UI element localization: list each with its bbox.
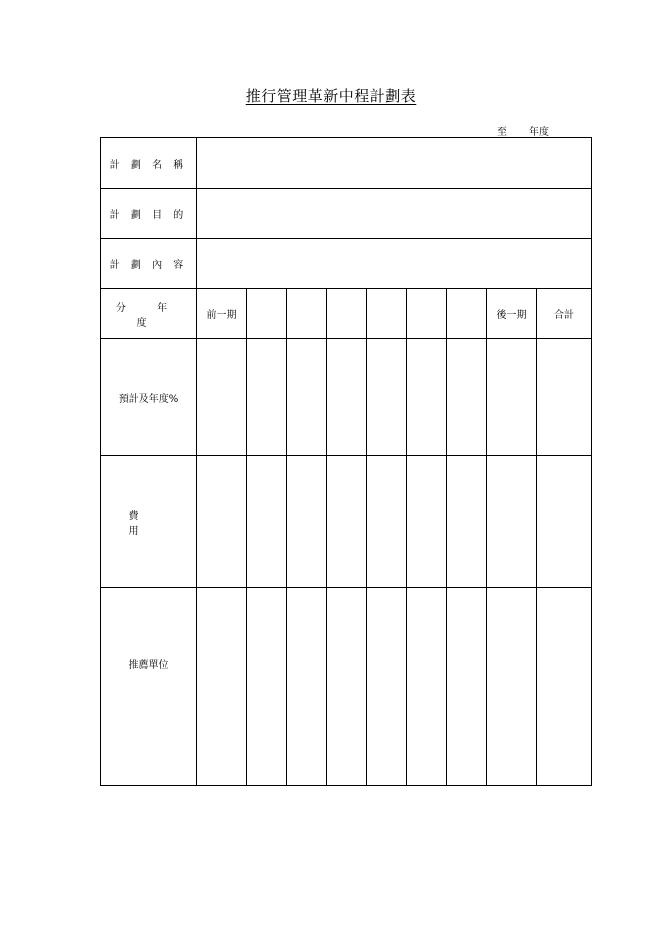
table-cell[interactable]: [367, 456, 407, 588]
col-year-4[interactable]: [367, 289, 407, 339]
table-cell[interactable]: [287, 339, 327, 456]
table-cell[interactable]: [327, 456, 367, 588]
table-cell[interactable]: [197, 339, 247, 456]
table-cell[interactable]: [247, 588, 287, 786]
table-cell[interactable]: [537, 339, 592, 456]
table-cell[interactable]: [407, 456, 447, 588]
table-cell[interactable]: [537, 456, 592, 588]
recommending-unit-label: 推薦單位: [101, 588, 197, 786]
plan-purpose-row: [101, 189, 592, 239]
table-cell[interactable]: [247, 339, 287, 456]
plan-purpose-label: 計 劃 目 的: [101, 189, 197, 239]
col-year-6[interactable]: [447, 289, 487, 339]
table-cell[interactable]: [487, 588, 537, 786]
table-cell[interactable]: [407, 588, 447, 786]
table-cell[interactable]: [287, 588, 327, 786]
plan-content-field[interactable]: [197, 239, 592, 289]
col-previous-period: 前一期: [197, 289, 247, 339]
table-cell[interactable]: [367, 339, 407, 456]
year-split-row: [101, 289, 592, 339]
table-cell[interactable]: [447, 588, 487, 786]
table-cell[interactable]: [197, 588, 247, 786]
recommending-unit-row: [101, 588, 592, 786]
col-next-period: 後一期: [487, 289, 537, 339]
period-line: [497, 123, 549, 138]
table-cell[interactable]: [447, 456, 487, 588]
table-cell[interactable]: [407, 339, 447, 456]
table-cell[interactable]: [197, 456, 247, 588]
plan-content-label: 計 劃 內 容: [101, 239, 197, 289]
table-cell[interactable]: [487, 456, 537, 588]
document-title: [0, 85, 662, 106]
table-cell[interactable]: [367, 588, 407, 786]
table-cell[interactable]: [327, 339, 367, 456]
year-split-label: 分 年 度: [101, 289, 197, 339]
plan-table: [100, 137, 592, 786]
plan-name-label: 計 劃 名 稱: [101, 138, 197, 189]
col-total: 合計: [537, 289, 592, 339]
table-cell[interactable]: [537, 588, 592, 786]
estimated-progress-label: 預計及年度%: [101, 339, 197, 456]
table-cell[interactable]: [447, 339, 487, 456]
table-cell[interactable]: [287, 456, 327, 588]
col-year-1[interactable]: [247, 289, 287, 339]
period-to: 至: [497, 127, 507, 138]
table-cell[interactable]: [487, 339, 537, 456]
table-cell[interactable]: [327, 588, 367, 786]
table-cell[interactable]: [247, 456, 287, 588]
expense-row: [101, 456, 592, 588]
col-year-3[interactable]: [327, 289, 367, 339]
col-year-2[interactable]: [287, 289, 327, 339]
plan-purpose-field[interactable]: [197, 189, 592, 239]
plan-content-row: [101, 239, 592, 289]
col-year-5[interactable]: [407, 289, 447, 339]
estimated-progress-row: [101, 339, 592, 456]
plan-name-field[interactable]: [197, 138, 592, 189]
plan-name-row: [101, 138, 592, 189]
document-title-text: 推行管理革新中程計劃表: [245, 87, 417, 105]
period-year: 年度: [529, 127, 549, 138]
expense-label: 費 用: [101, 456, 197, 588]
